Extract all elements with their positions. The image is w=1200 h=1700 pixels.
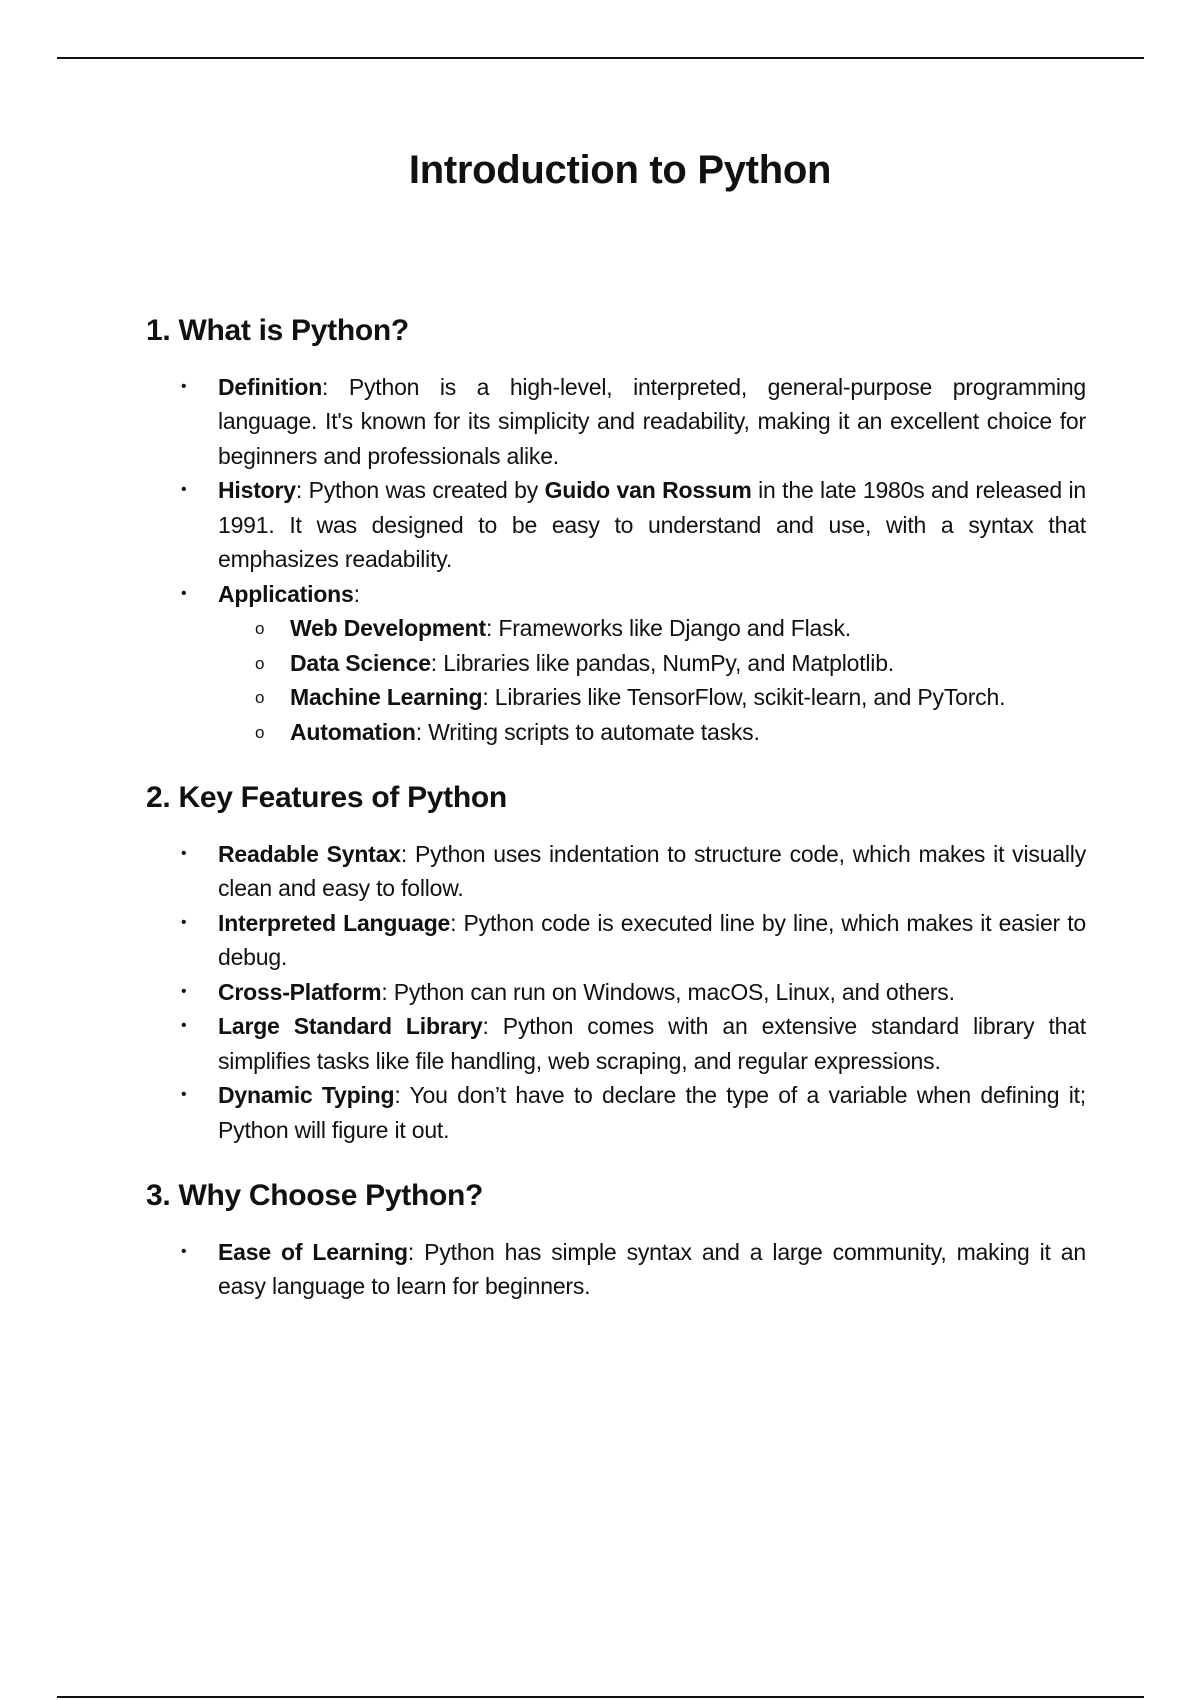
item-text: in the late 1980s and released in 1991. It was designed to be easy to understand and use, with a syntax that emphasizes readability.	[218, 477, 1086, 572]
document-body	[146, 312, 1086, 1334]
bullet-marker: •	[181, 1086, 187, 1103]
item-text: Python code is executed line by line, which makes it easier to debug.	[218, 909, 1086, 970]
item-text: Python is a high-level, interpreted, general-purpose programming language. It's known for its simplicity and readability, making it an excellent choice for beginners and professionals alike.	[218, 373, 1086, 469]
section-heading: 2. Key Features of Python	[146, 781, 507, 814]
item-text: Writing scripts to automate tasks.	[421, 718, 760, 745]
item-text: You don’t have to declare the type of a variable when defining it; Python will figure it out.	[218, 1082, 1086, 1143]
bullet-list	[146, 837, 1086, 1148]
item-bold-name: Guido van Rossum	[544, 477, 752, 503]
footer-rule	[57, 1696, 1144, 1698]
bullet-marker: •	[181, 1242, 187, 1260]
item-sep: :	[430, 649, 437, 676]
item-sep: :	[381, 978, 388, 1005]
item-sep: :	[482, 1013, 489, 1039]
item-text: Python uses indentation to structure code, which makes it visually clean and easy to follow.	[218, 840, 1086, 901]
bullet-marker: •	[181, 481, 187, 498]
item-term: Data Science	[290, 649, 431, 676]
sub-list-item	[255, 715, 1086, 750]
item-sep: :	[450, 909, 457, 936]
item-term: Applications	[218, 580, 354, 607]
item-term: Automation	[290, 718, 416, 745]
list-item	[181, 473, 1086, 577]
item-term: Interpreted Language	[218, 909, 451, 936]
sub-bullet-marker: o	[255, 619, 265, 638]
bullet-marker: •	[181, 1017, 187, 1034]
item-term: Large Standard Library	[218, 1013, 483, 1039]
item-term: Dynamic Typing	[218, 1082, 395, 1108]
section-what-is-python	[146, 312, 1086, 749]
item-sep: :	[485, 615, 493, 641]
item-sep: :	[353, 580, 360, 607]
section-heading: 1. What is Python?	[146, 314, 409, 347]
item-sep: :	[322, 373, 329, 400]
list-item	[181, 837, 1086, 906]
sub-list-item	[255, 646, 1086, 681]
item-sep: :	[482, 684, 489, 710]
item-sep: :	[407, 1238, 415, 1265]
bullet-list	[146, 370, 1086, 750]
item-text: Python has simple syntax and a large community, making it an easy language to learn for beginners.	[218, 1238, 1086, 1299]
bullet-list	[146, 1235, 1086, 1304]
header-rule	[57, 57, 1144, 59]
bullet-marker: •	[181, 913, 187, 931]
item-term: Readable Syntax	[218, 840, 401, 867]
sub-bullet-marker: o	[255, 688, 265, 707]
section-key-features	[146, 779, 1086, 1147]
item-text: Python comes with an extensive standard library that simplifies tasks like file handling, web scraping, and regular expressions.	[218, 1013, 1087, 1074]
list-item	[181, 906, 1086, 975]
item-term: History	[218, 477, 296, 503]
list-item	[181, 1235, 1086, 1304]
list-item	[181, 975, 1086, 1010]
item-text: Frameworks like Django and Flask.	[492, 615, 851, 641]
section-why-choose-python	[146, 1177, 1086, 1304]
sub-list-item	[255, 611, 1086, 646]
bullet-marker: •	[181, 844, 187, 862]
item-text: Python was created by	[302, 477, 545, 503]
item-text: Libraries like TensorFlow, scikit-learn, and PyTorch.	[488, 684, 1006, 710]
sub-bullet-marker: o	[255, 722, 265, 742]
item-term: Cross-Platform	[218, 978, 382, 1005]
sub-list-item	[255, 680, 1086, 715]
sub-bullet-marker: o	[255, 653, 265, 673]
list-item	[181, 1009, 1087, 1078]
item-term: Web Development	[290, 615, 486, 641]
bullet-marker: •	[181, 982, 187, 1000]
list-item	[181, 370, 1086, 474]
list-item	[181, 1078, 1086, 1147]
item-sep: :	[415, 718, 422, 745]
sub-bullet-list	[218, 611, 1086, 749]
bullet-marker: •	[181, 584, 187, 602]
section-heading: 3. Why Choose Python?	[146, 1179, 484, 1212]
item-sep: :	[295, 477, 303, 503]
item-text: Libraries like pandas, NumPy, and Matplotlib.	[437, 649, 894, 676]
document-title: Introduction to Python	[408, 148, 832, 192]
item-term: Machine Learning	[290, 684, 483, 710]
bullet-marker: •	[181, 377, 187, 395]
item-text: Python can run on Windows, macOS, Linux, and others.	[387, 978, 955, 1005]
item-sep: :	[400, 840, 408, 867]
list-item	[181, 577, 1086, 750]
item-term: Ease of Learning	[218, 1238, 408, 1265]
item-sep: :	[394, 1082, 401, 1108]
item-term: Definition	[218, 373, 323, 400]
